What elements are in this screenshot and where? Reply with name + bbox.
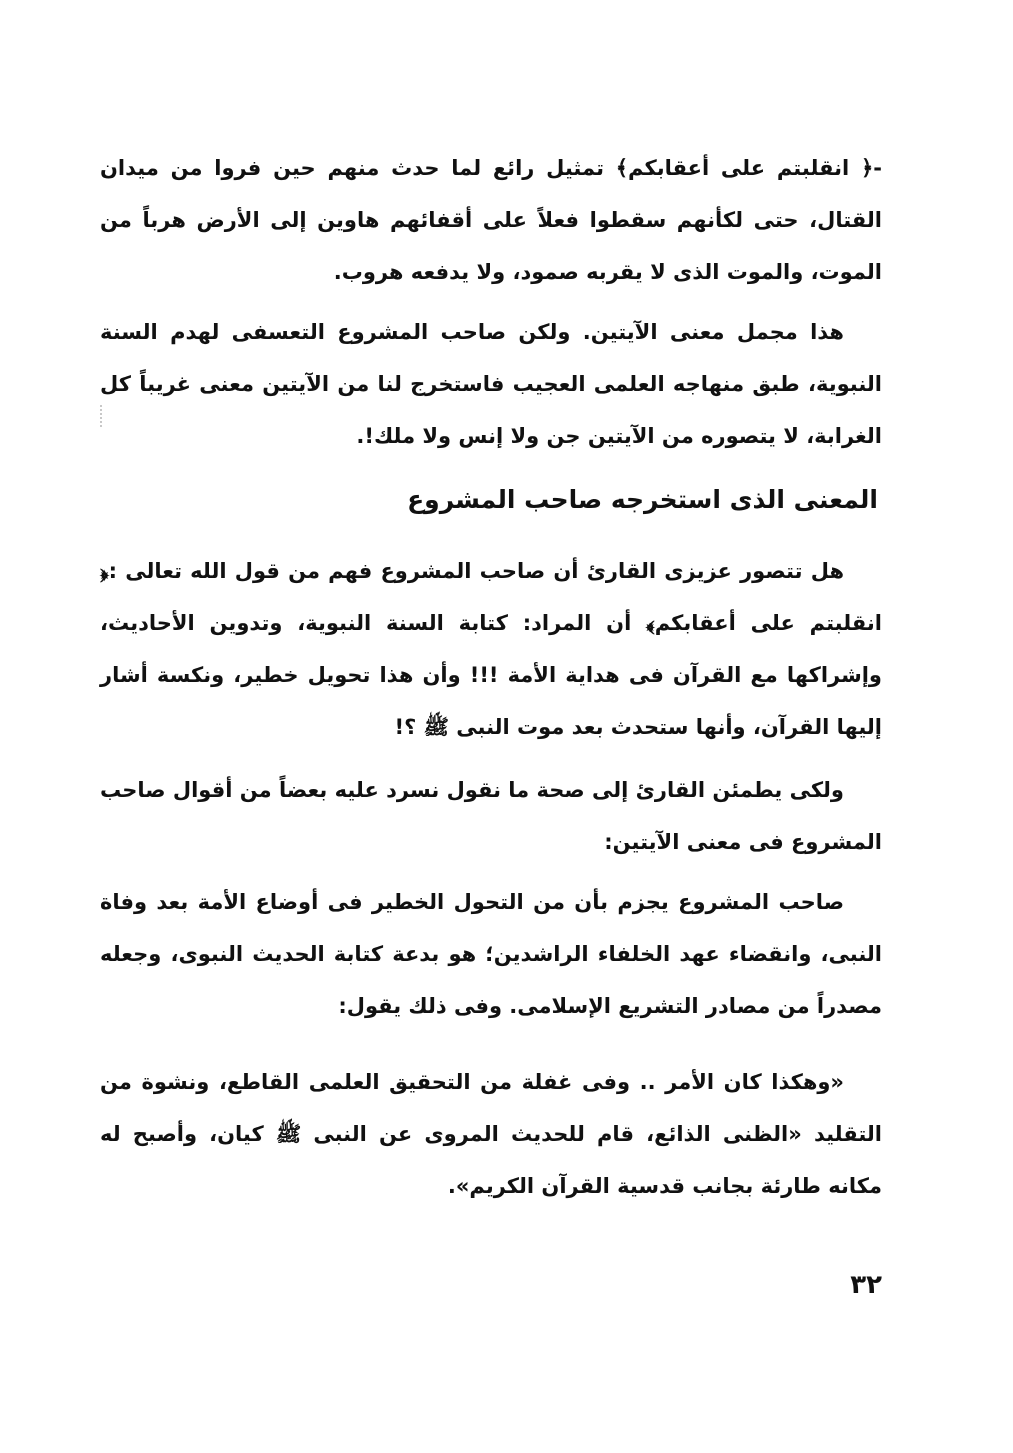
- paragraph-reassurance: [100, 764, 882, 868]
- paragraph-text: هذا مجمل معنى الآيتين. ولكن صاحب المشروع التعسفى لهدم السنة النبوية، طبق منهاجه العلمى العجيب فاستخرج لنا من الآيتين معنى غريباً كل الغرابة، لا يتصوره من الآيتين جن ولا إنس ولا ملك!.: [100, 320, 882, 448]
- section-heading: المعنى الذى استخرجه صاحب المشروع: [407, 485, 878, 514]
- paragraph-text: -﴿ انقلبتم على أعقابكم﴾ تمثيل رائع لما حدث منهم حين فروا من ميدان القتال، حتى لكأنهم سقطوا فعلاً على أقفائهم هاوين إلى الأرض هرباً من الموت، والموت الذى لا يقربه صمود، ولا يدفعه هروب.: [100, 156, 882, 284]
- paragraph-verse-explanation: [100, 142, 882, 298]
- paragraph-text: «وهكذا كان الأمر .. وفى غفلة من التحقيق العلمى القاطع، ونشوة من التقليد «الظنى الذائع، قام للحديث المروى عن النبى ﷺ كيان، وأصبح له مكانه طارئة بجانب قدسية القرآن الكريم».: [100, 1070, 882, 1198]
- page-number: ٣٢: [850, 1270, 882, 1300]
- paragraph-text: صاحب المشروع يجزم بأن من التحول الخطير فى أوضاع الأمة بعد وفاة النبى، وانقضاء عهد الخلفاء الراشدين؛ هو بدعة كتابة الحديث النبوى، وجعله مصدراً من مصادر التشريع الإسلامى. وفى ذلك يقول:: [100, 890, 882, 1018]
- scan-artifact: [100, 405, 105, 427]
- paragraph-quotation: [100, 1056, 882, 1212]
- paragraph-question: [100, 545, 882, 753]
- paragraph-summary: [100, 306, 882, 462]
- paragraph-text: هل تتصور عزيزى القارئ أن صاحب المشروع فهم من قول الله تعالى :﴿ انقلبتم على أعقابكم﴾ أن المراد: كتابة السنة النبوية، وتدوين الأحاديث، وإشراكها مع القرآن فى هداية الأمة !!! وأن هذا تحويل خطير، ونكسة أشار إليها القرآن، وأنها ستحدث بعد موت النبى ﷺ ؟!: [100, 559, 882, 739]
- paragraph-claim: [100, 876, 882, 1032]
- paragraph-text: ولكى يطمئن القارئ إلى صحة ما نقول نسرد عليه بعضاً من أقوال صاحب المشروع فى معنى الآيتين:: [100, 778, 882, 854]
